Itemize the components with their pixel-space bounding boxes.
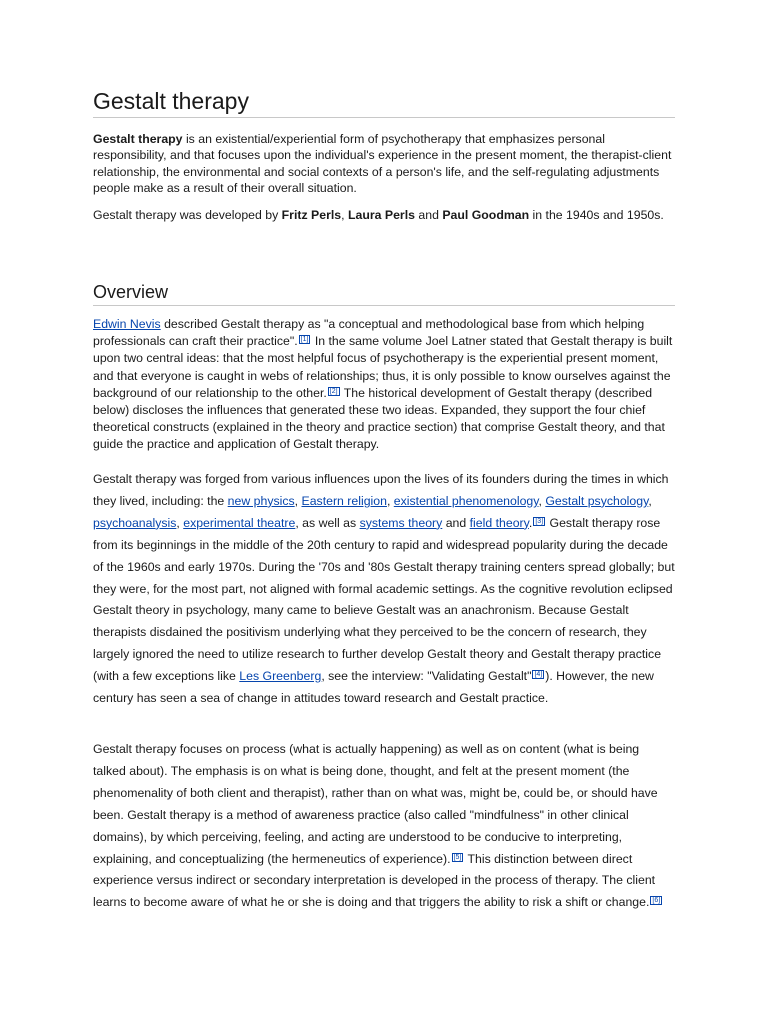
intro-paragraph-2: Gestalt therapy was developed by Fritz Perls, Laura Perls and Paul Goodman in the 1940s and 1950s. <box>93 208 664 222</box>
link-existential-phenomenology[interactable]: existential phenomenology <box>393 493 539 508</box>
overview-paragraph-2: Gestalt therapy was forged from various influences upon the lives of its founders during the times in which they lived, including: the new physics, Eastern religion, existential phenomenology, Gestalt psychology, psychoanalysis, experimental theatre, as well as systems theory and field theory. [3] Gestalt therapy rose from its beginnings in the middle of the 20th century to rapid and widespread popularity during the decade of the 1960s and early 1970s. During the '70s and '80s Gestalt therapy training centers spread globally; but they were, for the most part, not aligned with formal academic settings. As the cognitive revolution eclipsed Gestalt theory in psychology, many came to believe Gestalt was an anachronism. Because Gestalt therapists disdained the positivism underlying what they perceived to be the concern of research, they largely ignored the need to utilize research to further develop Gestalt theory and Gestalt therapy practice (with a few exceptions like Les Greenberg, see the interview: "Validating Gestalt" [4] ). However, the new century has seen a sea of change in attitudes toward research and Gestalt practice. <box>93 472 675 706</box>
link-systems-theory[interactable]: systems theory <box>359 515 443 530</box>
overview-paragraph-3: Gestalt therapy focuses on process (what is actually happening) as well as on content (what is being talked about). The emphasis is on what is being done, thought, and felt at the present moment (the phenomenality of both client and therapist), rather than on what was, might be, could be, or should have been. Gestalt therapy is a method of awareness practice (also called "mindfulness" in other clinical domains), by which perceiving, feeling, and acting are understood to be conducive to interpreting, explaining, and conceptualizing (the hermeneutics of experience). [5] This distinction between direct experience versus indirect or secondary interpretation is developed in the process of therapy. The client learns to become aware of what he or she is doing and that triggers the ability to risk a shift or change. [6] <box>93 742 661 910</box>
link-eastern-religion[interactable]: Eastern religion <box>301 493 387 508</box>
link-les-greenberg[interactable]: Les Greenberg <box>239 669 322 684</box>
citation-3[interactable]: [3] <box>535 517 544 525</box>
page-title: Gestalt therapy <box>93 86 675 118</box>
link-experimental-theatre[interactable]: experimental theatre <box>183 515 296 530</box>
link-edwin-nevis[interactable]: Edwin Nevis <box>93 317 161 331</box>
citation-2[interactable]: [2] <box>329 387 338 395</box>
citation-6[interactable]: [6] <box>652 897 661 905</box>
link-new-physics[interactable]: new physics <box>227 493 295 508</box>
citation-4[interactable]: [4] <box>534 671 543 679</box>
link-gestalt-psychology[interactable]: Gestalt psychology <box>545 493 649 508</box>
founder-fritz-perls: Fritz Perls <box>281 208 342 222</box>
citation-5[interactable]: [5] <box>453 853 462 861</box>
section-heading-overview: Overview <box>93 280 675 306</box>
citation-1[interactable]: [1] <box>300 336 309 344</box>
overview-paragraph-1: Edwin Nevis described Gestalt therapy as "a conceptual and methodological base from which helping professionals can craft their practice". [1] In the same volume Joel Latner stated that Gestalt therapy is built upon two central ideas: that the most helpful focus of psychotherapy is the experiential present moment, and that everyone is caught in webs of relationships; thus, it is only possible to know ourselves against the background of our relationship to the other. [2] The historical development of Gestalt therapy (described below) discloses the influences that generated these two ideas. Expanded, they support the four chief theoretical constructs (explained in the theory and practice section) that comprise Gestalt theory, and that guide the practice and application of Gestalt therapy. <box>93 317 673 452</box>
founder-paul-goodman: Paul Goodman <box>442 208 530 222</box>
link-field-theory[interactable]: field theory <box>469 515 529 530</box>
bold-term: Gestalt therapy <box>93 132 183 146</box>
founder-laura-perls: Laura Perls <box>347 208 415 222</box>
intro-paragraph-1: Gestalt therapy is an existential/experiential form of psychotherapy that emphasizes personal responsibility, and that focuses upon the individual's experience in the present moment, the therapist-client relationship, the environmental and social contexts of a person's life, and the self-regulating adjustments people make as a result of their overall situation. <box>93 132 672 196</box>
link-psychoanalysis[interactable]: psychoanalysis <box>93 515 177 530</box>
